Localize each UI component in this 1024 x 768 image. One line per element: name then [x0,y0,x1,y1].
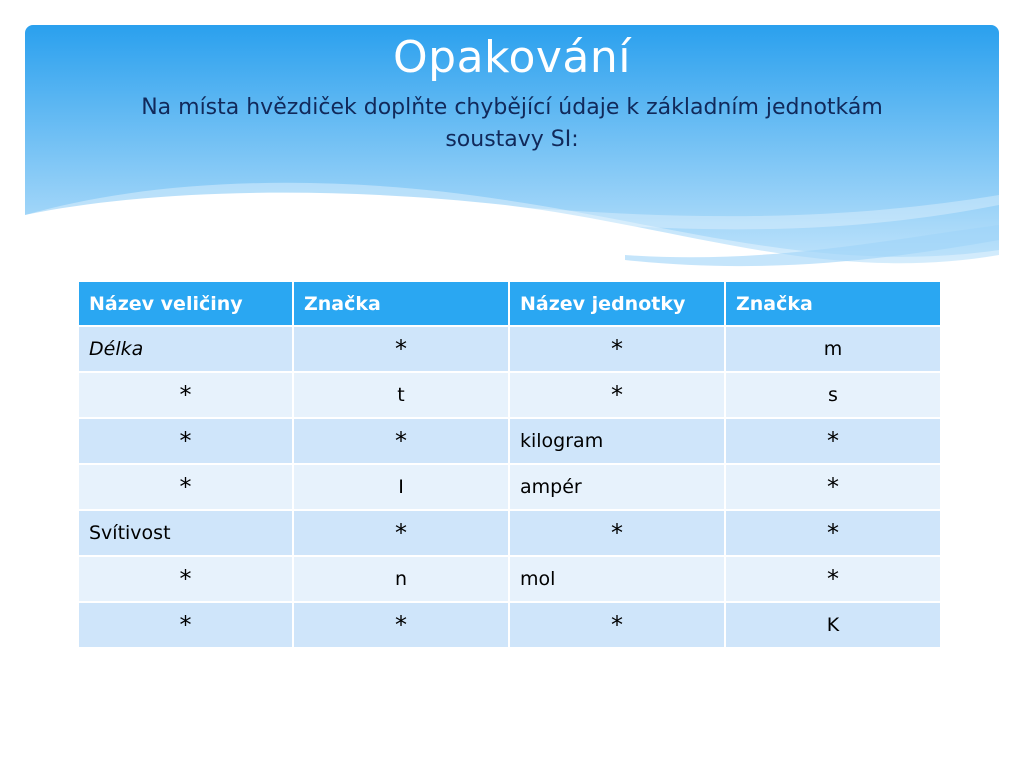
header-quantity-symbol: Značka [293,281,509,326]
table-cell: * [78,418,293,464]
table-cell: K [725,602,941,648]
table-cell: * [293,418,509,464]
table-cell: mol [509,556,725,602]
table-cell: * [78,464,293,510]
table-cell: I [293,464,509,510]
table-cell: Svítivost [78,510,293,556]
table-row [78,372,941,418]
table-cell: * [78,556,293,602]
slide-subtitle: Na místa hvězdiček doplňte chybějící údaje k základním jednotkám soustavy SI: [141,95,883,152]
table-cell: * [509,602,725,648]
table-cell: * [78,372,293,418]
table-cell: * [725,464,941,510]
table-cell: * [293,602,509,648]
table-header-row [78,281,941,326]
table-cell: ampér [509,464,725,510]
slide-title: Opakování [393,32,631,83]
table-cell: * [293,326,509,372]
si-units-table [77,280,942,649]
header-unit-symbol: Značka [725,281,941,326]
table-cell: * [293,510,509,556]
table-row [78,326,941,372]
table-row [78,556,941,602]
table-cell: * [509,326,725,372]
table-row [78,418,941,464]
table-cell: n [293,556,509,602]
header-unit-name: Název jednotky [509,281,725,326]
table-cell: kilogram [509,418,725,464]
table-cell: s [725,372,941,418]
table-cell: Délka [78,326,293,372]
table-cell: * [725,510,941,556]
table-row [78,510,941,556]
table-cell: m [725,326,941,372]
table-row [78,602,941,648]
table-cell: t [293,372,509,418]
table-cell: * [509,510,725,556]
table-cell: * [78,602,293,648]
header-quantity-name: Název veličiny [78,281,293,326]
table-row [78,464,941,510]
table-cell: * [725,556,941,602]
table-cell: * [725,418,941,464]
table-cell: * [509,372,725,418]
